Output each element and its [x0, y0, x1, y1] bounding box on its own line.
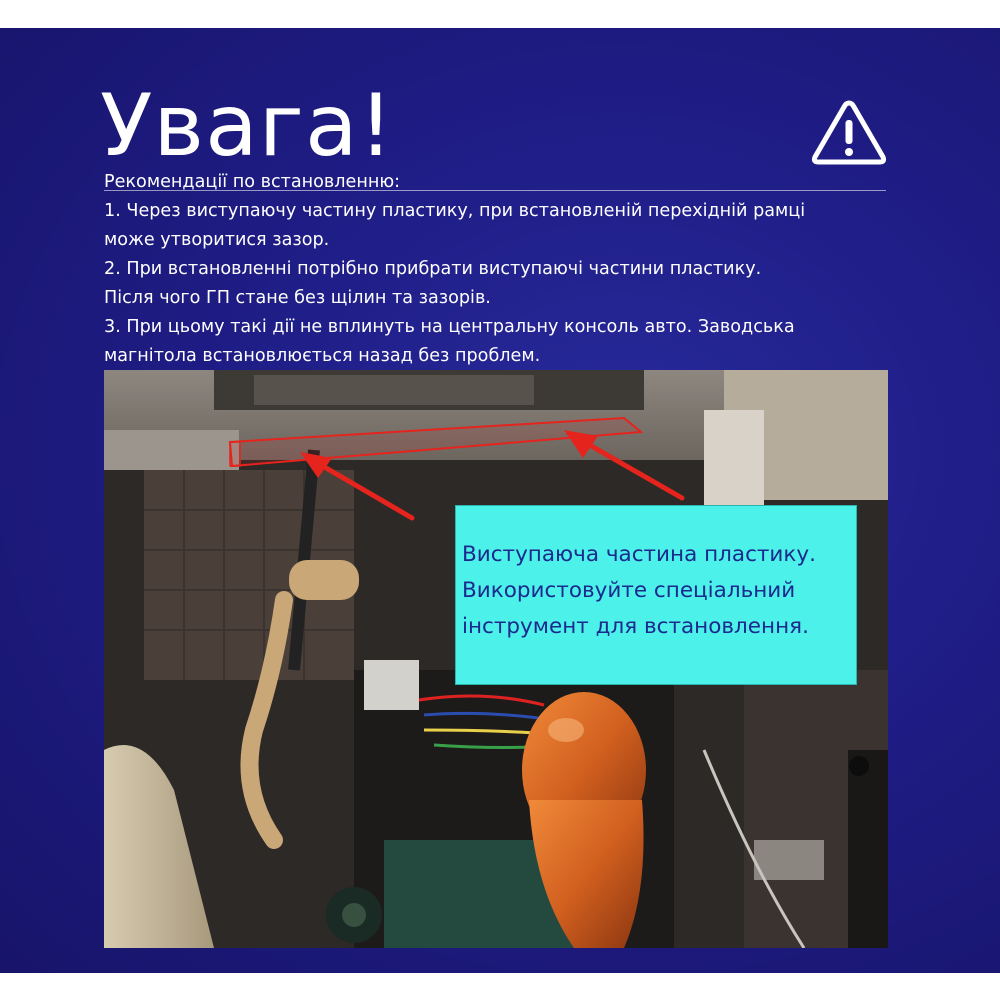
recommendation-line: 3. При цьому такі дії не вплинуть на центральну консоль авто. Заводська	[104, 317, 795, 337]
warning-icon	[810, 98, 888, 168]
page-title: Увага!	[100, 76, 395, 176]
callout-line: інструмент для встановлення.	[462, 614, 809, 639]
callout-line: Використовуйте спеціальний	[462, 578, 796, 603]
callout-line: Виступаюча частина пластику.	[462, 542, 816, 567]
recommendation-line: Після чого ГП стане без щілин та зазорів.	[104, 288, 491, 308]
recommendation-line: може утворитися зазор.	[104, 230, 330, 250]
recommendation-line: 1. Через виступаючу частину пластику, при встановленій перехідній рамці	[104, 201, 806, 221]
recommendation-line: 2. При встановленні потрібно прибрати виступаючі частини пластику.	[104, 259, 762, 279]
callout-box	[455, 505, 857, 685]
installation-recommendations	[104, 168, 894, 371]
recommendations-lead: Рекомендації по встановленню:	[104, 172, 401, 192]
recommendation-line: магнітола встановлюється назад без проблем.	[104, 346, 541, 366]
